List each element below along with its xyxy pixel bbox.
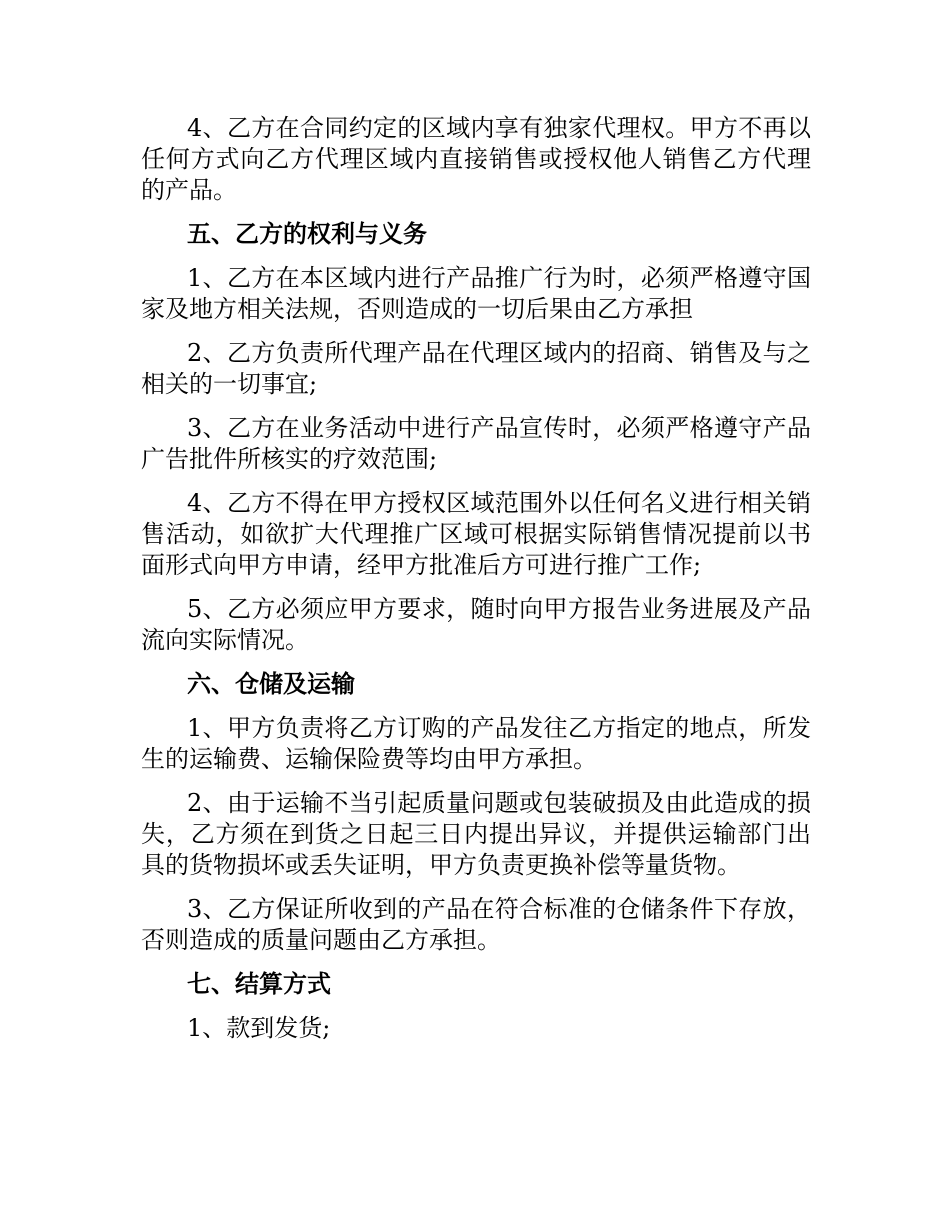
clause-paragraph: 3、乙方保证所收到的产品在符合标准的仓储条件下存放，否则造成的质量问题由乙方承担。 (141, 895, 811, 954)
section-heading: 六、仓储及运输 (187, 670, 355, 698)
clause-paragraph: 5、乙方必须应甲方要求，随时向甲方报告业务进展及产品流向实际情况。 (141, 595, 811, 654)
clause-paragraph: 4、乙方不得在甲方授权区域范围外以任何名义进行相关销售活动，如欲扩大代理推广区域可根据实际销售情况提前以书面形式向甲方申请，经甲方批准后方可进行推广工作; (141, 489, 811, 579)
clause-paragraph: 2、由于运输不当引起质量问题或包装破损及由此造成的损失，乙方须在到货之日起三日内提出异议，并提供运输部门出具的货物损坏或丢失证明，甲方负责更换补偿等量货物。 (141, 789, 811, 879)
section-heading: 七、结算方式 (187, 970, 331, 998)
clause-paragraph: 2、乙方负责所代理产品在代理区域内的招商、销售及与之相关的一切事宜; (141, 339, 811, 398)
clause-paragraph: 1、甲方负责将乙方订购的产品发往乙方指定的地点，所发生的运输费、运输保险费等均由甲方承担。 (141, 714, 811, 773)
section-heading: 五、乙方的权利与义务 (187, 220, 427, 248)
clause-paragraph: 4、乙方在合同约定的区域内享有独家代理权。甲方不再以任何方式向乙方代理区域内直接销售或授权他人销售乙方代理的产品。 (141, 114, 811, 204)
document-body (141, 113, 811, 1057)
clause-paragraph: 3、乙方在业务活动中进行产品宣传时，必须严格遵守产品广告批件所核实的疗效范围; (141, 414, 811, 473)
clause-paragraph: 1、款到发货; (187, 1014, 331, 1042)
clause-paragraph: 1、乙方在本区域内进行产品推广行为时，必须严格遵守国家及地方相关法规，否则造成的一切后果由乙方承担 (141, 264, 811, 323)
